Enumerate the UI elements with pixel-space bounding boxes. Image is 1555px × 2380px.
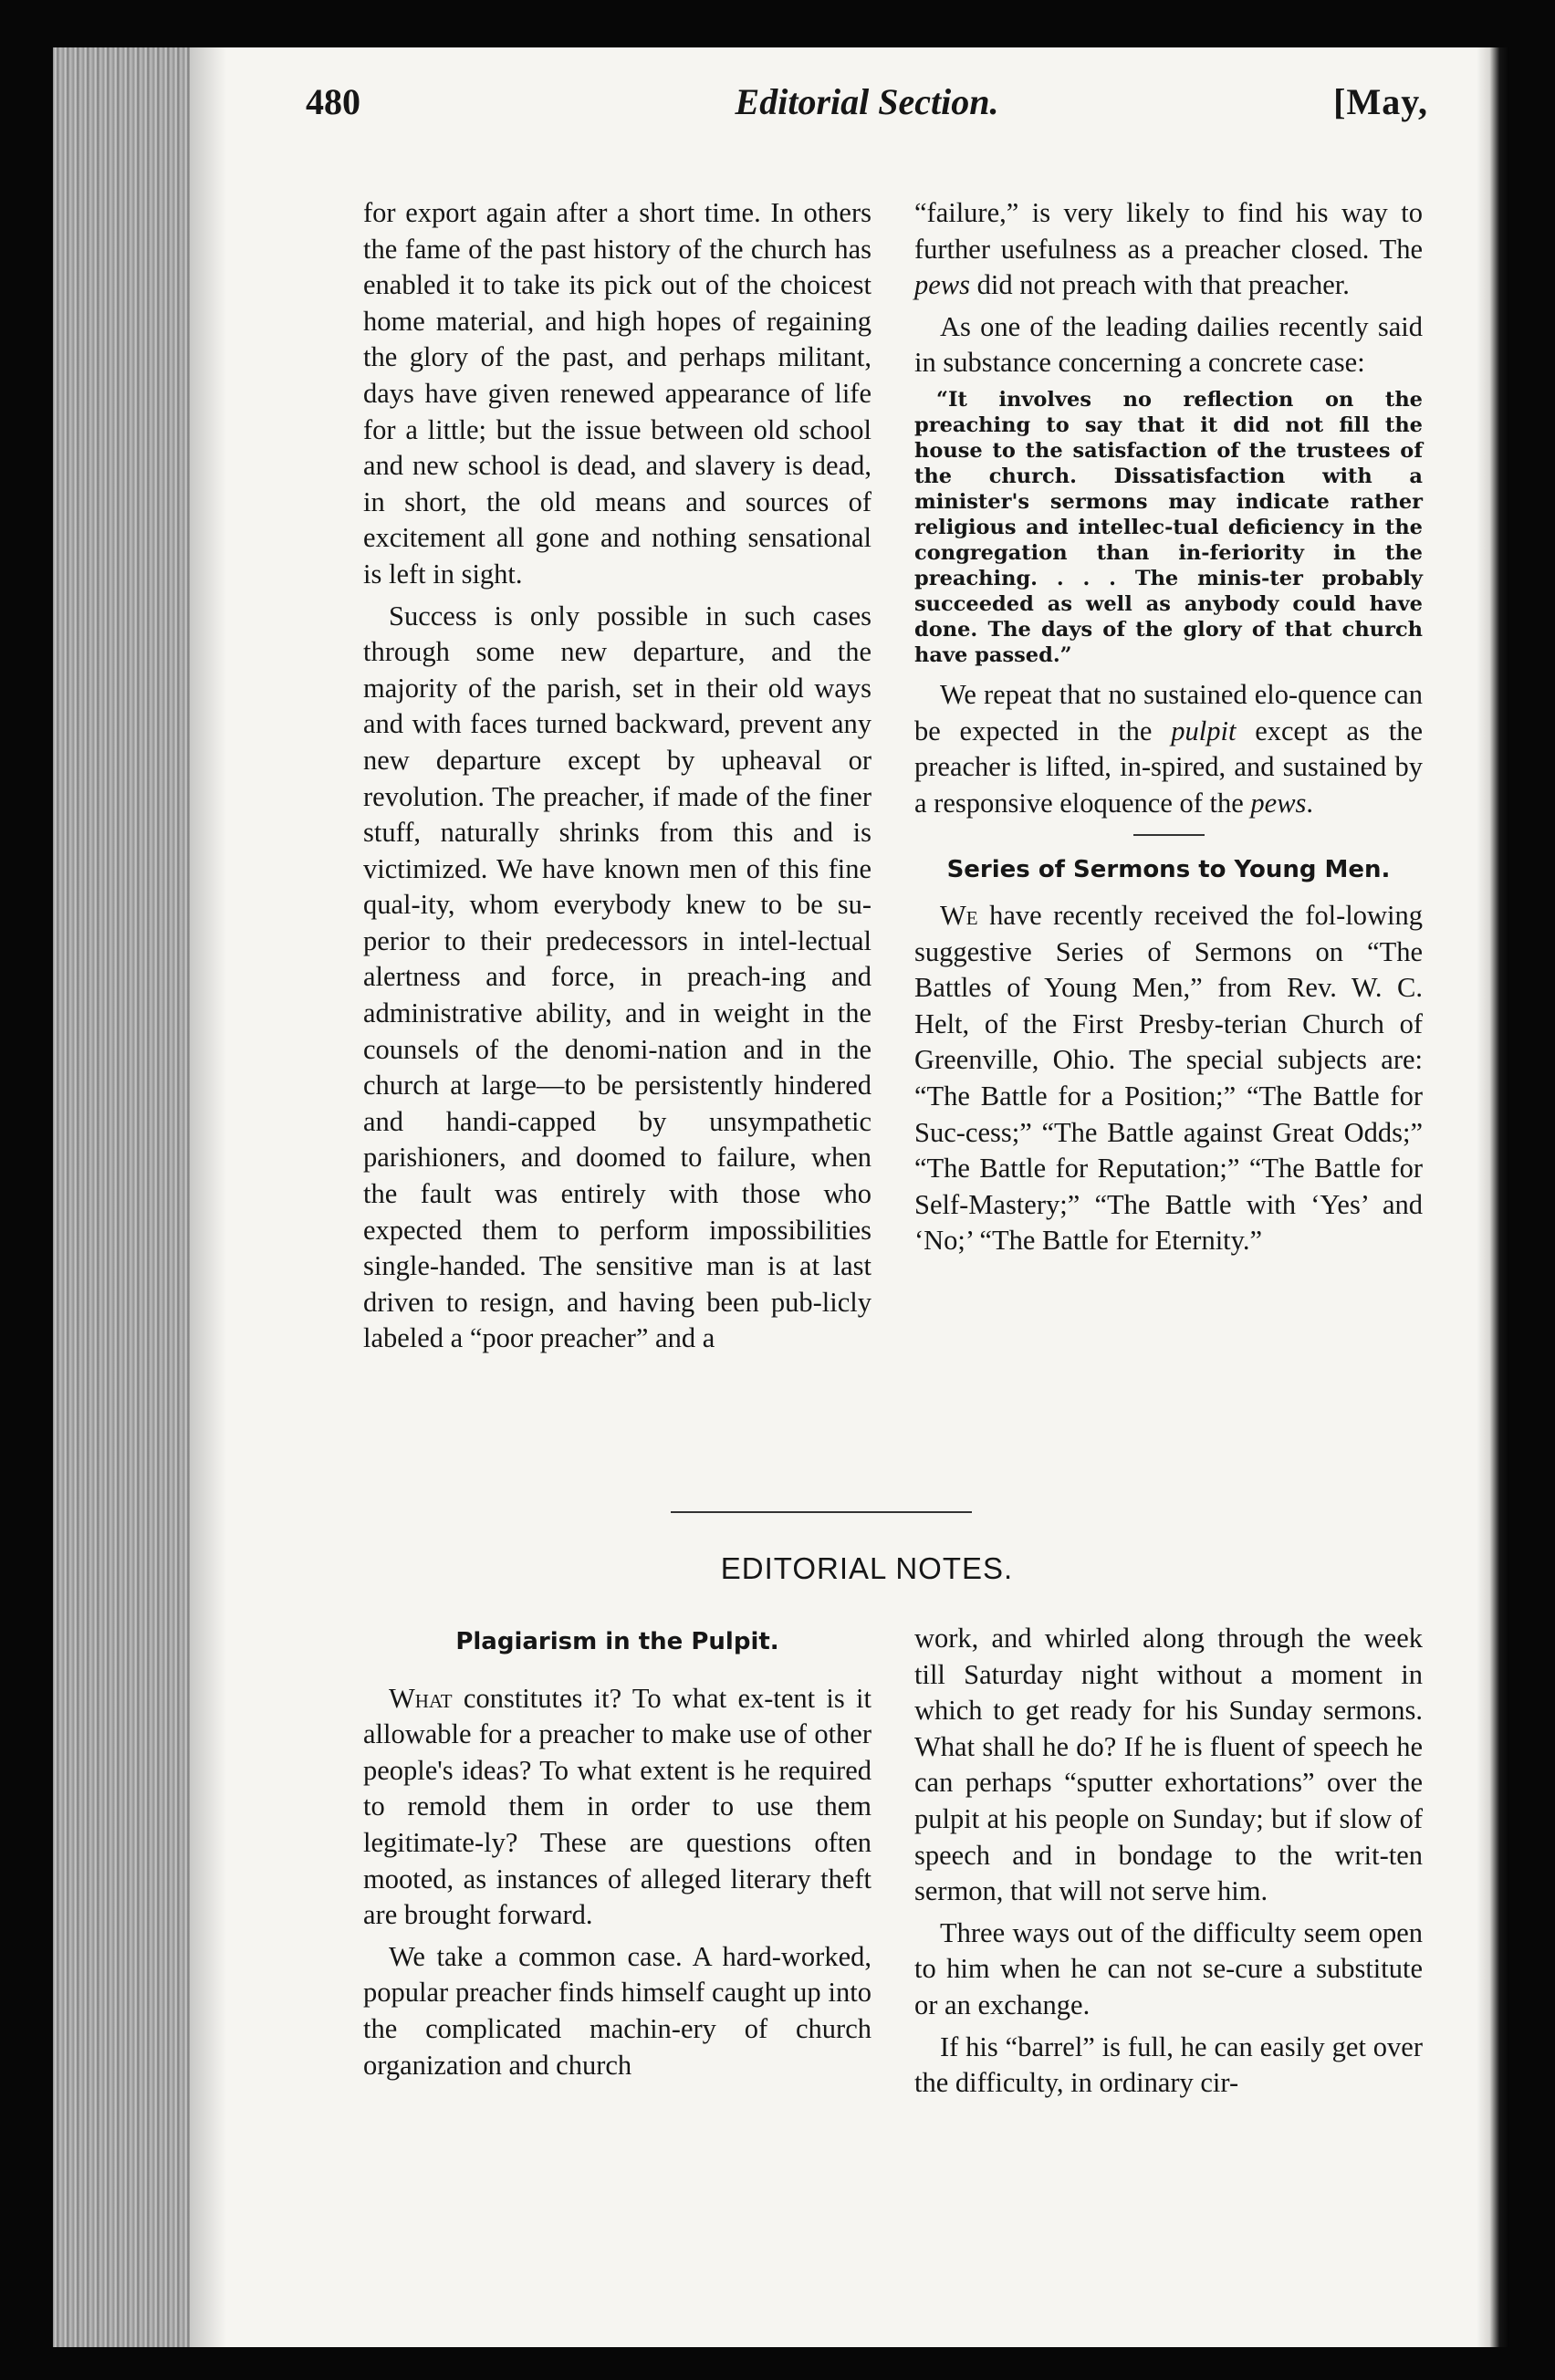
lead-word: What [389, 1682, 453, 1714]
italic-word: pews [914, 269, 970, 301]
paragraph: We repeat that no sustained elo-quence can be expected in the pulpit except as the preacher is lifted, in-spired, and sustained by a responsive eloquence of the pews. [914, 678, 1423, 819]
paragraph: for export again after a short time. In others the fame of the past history of the church has enabled it to take its pick out of the choicest home material, and high hopes of regaining the glory of the past, and perhaps militant, days have given renewed appearance of life for a little; but the issue between old school and new school is dead, and slavery is dead, in short, the old means and sources of excitement all gone and nothing sensational is left in sight. [363, 197, 871, 590]
italic-word: pews [1250, 787, 1307, 819]
section-heading: Plagiarism in the Pulpit. [455, 1628, 779, 1655]
binding-shadow [190, 47, 226, 2347]
page-number: 480 [306, 81, 360, 122]
paragraph: Three ways out of the difficulty seem open to him when he can not se-cure a substitute or an exchange. [914, 1916, 1423, 2020]
page-binding [53, 47, 190, 2347]
italic-word: pulpit [1171, 715, 1237, 746]
paragraph: We have recently received the fol-lowing suggestive Series of Sermons on “The Battles of Young Men,” from Rev. W. C. Helt, of the First Presby-terian Church of Greenville, Ohio. The special subjects are: “The Battle for a Position;” “The Battle for Suc-cess;” “The Battle against Great Odds;” “The Battle for Reputation;” “The Battle for Self-Mastery;” “The Battle with ‘Yes’ and ‘No;’ “The Battle for Eternity.” [914, 899, 1423, 1257]
editorial-notes-title: EDITORIAL NOTES. [720, 1551, 1014, 1585]
paragraph: If his “barrel” is full, he can easily get over the difficulty, in ordinary cir- [914, 2030, 1423, 2099]
paragraph: We take a common case. A hard-worked, popular preacher finds himself caught up into the complicated machin-ery of church organization and church [363, 1940, 871, 2081]
section-divider [1133, 834, 1205, 836]
lower-right-column [914, 1621, 1423, 2102]
paragraph: work, and whirled along through the week till Saturday night without a moment in which to get ready for his Sunday sermons. What shall he do? If he is fluent of speech he can perhaps “sputter exhortations” over the pulpit at his people on Sunday; but if slow of speech and in bondage to the writ-ten sermon, that will not serve him. [914, 1623, 1423, 1907]
section-heading: Series of Sermons to Young Men. [946, 856, 1391, 884]
running-header [306, 80, 1428, 144]
lower-left-column [363, 1624, 871, 2083]
section-title: Editorial Section. [735, 81, 999, 122]
block-quote: “It involves no reflection on the preaching to say that it did not fill the house to the satisfaction of the trustees of the church. Dissatisfaction with a minister's sermons may indicate rather religious and intellec-tual deficiency in the congregation than in-feriority in the preaching. . . . The minis-ter probably succeeded as well as anybody could have done. The days of the glory of that church have passed.” [914, 387, 1423, 667]
paragraph: As one of the leading dailies recently said in substance concerning a concrete case: [914, 310, 1423, 379]
lead-word: We [940, 899, 978, 931]
upper-left-column [363, 195, 871, 1357]
paragraph: “failure,” is very likely to find his way to further usefulness as a preacher closed. The pews did not preach with that preacher. [914, 197, 1423, 301]
header-month: [May, [1333, 81, 1428, 122]
upper-right-column [914, 195, 1423, 1259]
paragraph: What constitutes it? To what ex-tent is it allowable for a preacher to make use of other people's ideas? To what extent is he required to remold them in order to use them legitimate-ly? These are questions often mooted, as instances of alleged literary theft are brought forward. [363, 1682, 871, 1931]
paragraph: Success is only possible in such cases through some new departure, and the majority of the parish, set in their old ways and with faces turned backward, prevent any new departure except by upheaval or revolution. The preacher, if made of the finer stuff, naturally shrinks from this and is victimized. We have known men of this fine qual-ity, whom everybody knew to be su-perior to their predecessors in intel-lectual alertness and force, in preach-ing and administrative ability, and in weight in the counsels of the denomi-nation and in the church at large—to be persistently hindered and handi-capped by unsympathetic parishioners, and doomed to failure, when the fault was entirely with those who expected them to perform impossibilities single-handed. The sensitive man is at last driven to resign, and having been pub-licly labeled a “poor preacher” and a [363, 600, 871, 1354]
horizontal-rule [671, 1511, 972, 1513]
page-edge [1477, 47, 1509, 2347]
